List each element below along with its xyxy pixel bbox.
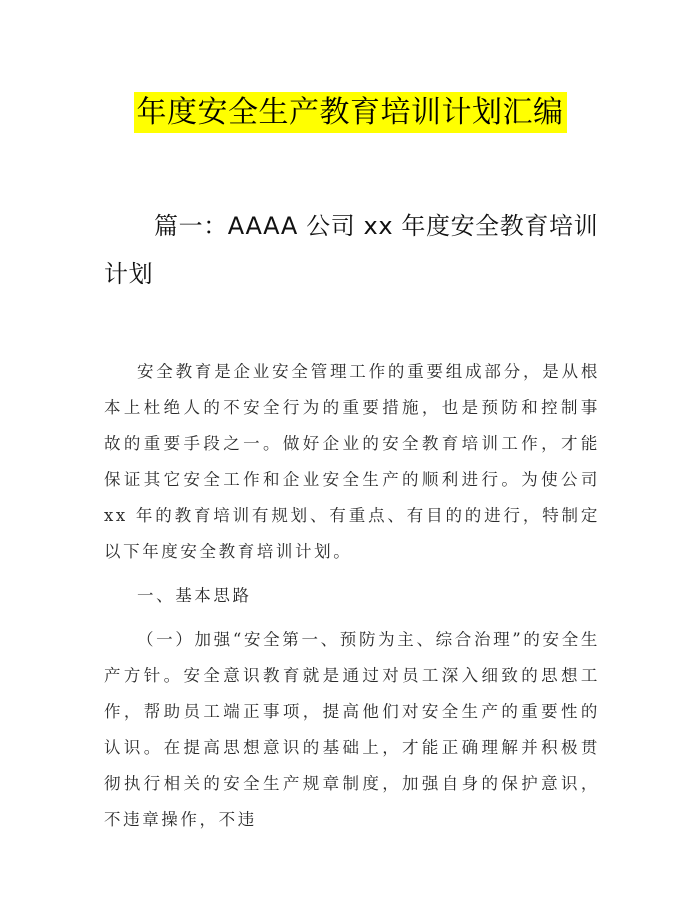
section-heading-basic-approach: 一、基本思路 xyxy=(137,586,252,605)
document-title: 年度安全生产教育培训计划汇编 xyxy=(134,92,567,133)
document-body xyxy=(104,354,600,838)
title-container xyxy=(0,92,700,133)
intro-paragraph: 安全教育是企业安全管理工作的重要组成部分，是从根本上杜绝人的不安全行为的重要措施，也是预防和控制事故的重要手段之一。做好企业的安全教育培训工作，才能保证其它安全工作和企业安全生产的顺利进行。为使公司 xx 年的教育培训有规划、有重点、有目的的进行，特制定以下年度安全教育培训计划。 xyxy=(104,362,600,561)
point-one-paragraph: （一）加强“安全第一、预防为主、综合治理”的安全生产方针。安全意识教育就是通过对员工深入细致的思想工作，帮助员工端正事项，提高他们对安全生产的重要性的认识。在提高思想意识的基础上，才能正确理解并积极贯彻执行相关的安全生产规章制度，加强自身的保护意识，不违章操作，不违 xyxy=(104,630,600,829)
section-heading: 篇一：AAAA 公司 xx 年度安全教育培训计划 xyxy=(104,212,599,288)
